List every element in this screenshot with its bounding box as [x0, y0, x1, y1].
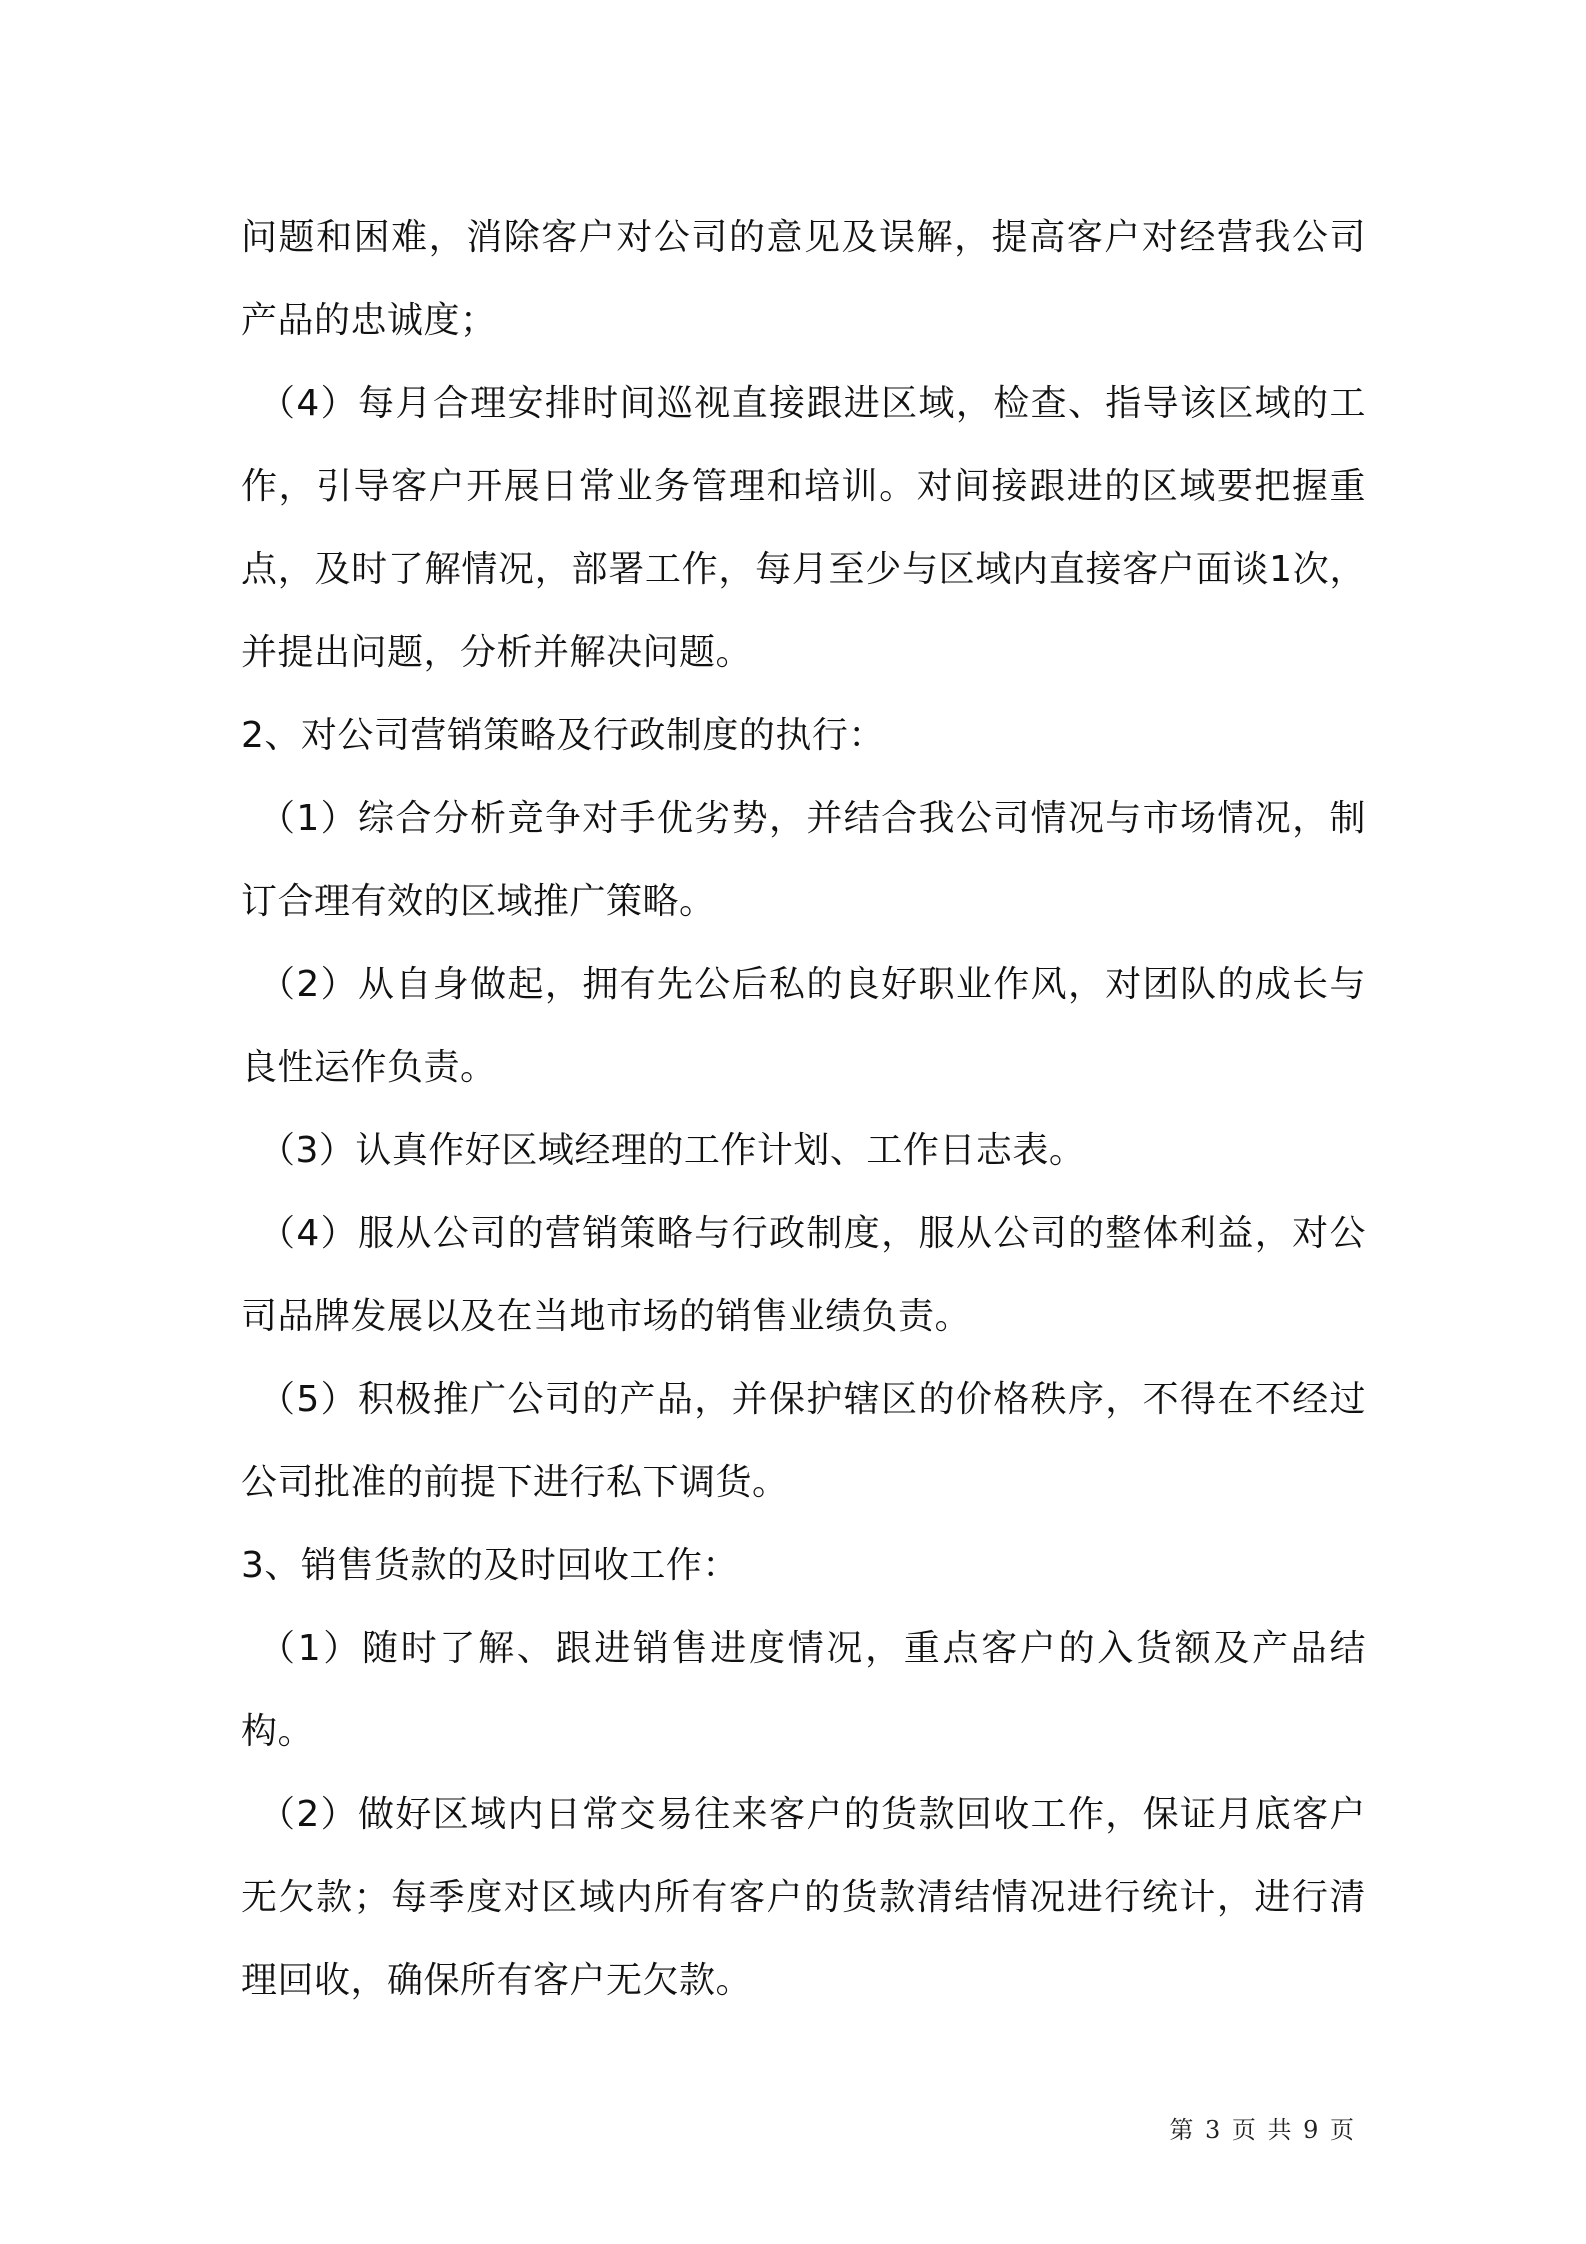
- document-body: [241, 196, 1366, 2022]
- page-number-footer: 第 3 页 共 9 页: [1169, 2116, 1356, 2144]
- paragraph-item-1-strategy: （1）综合分析竞争对手优劣势，并结合我公司情况与市场情况，制订合理有效的区域推广策略。: [241, 798, 1366, 922]
- paragraph-continuation: 问题和困难，消除客户对公司的意见及误解，提高客户对经营我公司产品的忠诚度；: [241, 217, 1366, 341]
- paragraph-item-4-inspection: （4）每月合理安排时间巡视直接跟进区域，检查、指导该区域的工作，引导客户开展日常业务管理和培训。对间接跟进的区域要把握重点，及时了解情况，部署工作，每月至少与区域内直接客户面谈1次，并提出问题，分析并解决问题。: [241, 383, 1366, 673]
- paragraph-item-3-plan: （3）认真作好区域经理的工作计划、工作日志表。: [259, 1130, 1086, 1171]
- paragraph-item-2-conduct: （2）从自身做起，拥有先公后私的良好职业作风，对团队的成长与良性运作负责。: [241, 964, 1366, 1088]
- paragraph-item-2-collection: （2）做好区域内日常交易往来客户的货款回收工作，保证月底客户无欠款；每季度对区域内所有客户的货款清结情况进行统计，进行清理回收，确保所有客户无欠款。: [241, 1794, 1366, 2001]
- section-heading-2: 2、对公司营销策略及行政制度的执行：: [241, 715, 885, 756]
- paragraph-item-5-pricing: （5）积极推广公司的产品，并保护辖区的价格秩序，不得在不经过公司批准的前提下进行私下调货。: [241, 1379, 1366, 1503]
- paragraph-item-4-compliance: （4）服从公司的营销策略与行政制度，服从公司的整体利益，对公司品牌发展以及在当地市场的销售业绩负责。: [241, 1213, 1366, 1337]
- section-heading-3: 3、销售货款的及时回收工作：: [241, 1545, 739, 1586]
- paragraph-item-1-progress: （1）随时了解、跟进销售进度情况，重点客户的入货额及产品结构。: [241, 1628, 1366, 1752]
